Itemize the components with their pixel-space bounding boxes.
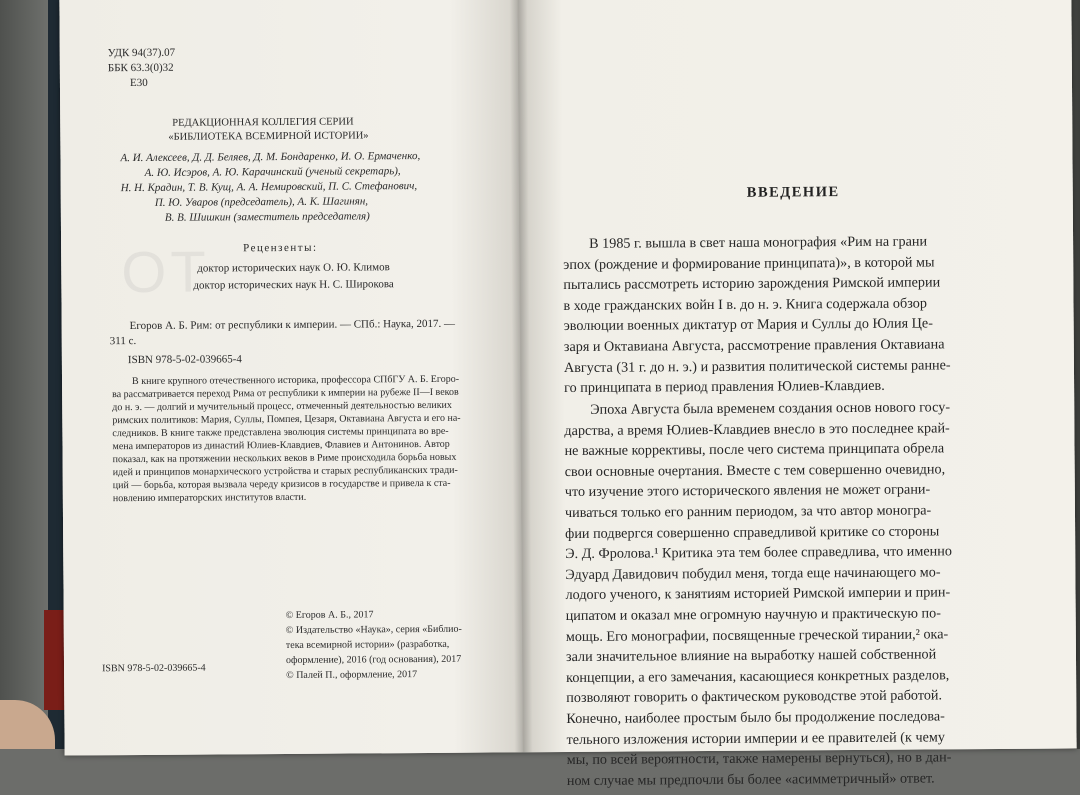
copyright-line: оформление), 2016 (год основания), 2017 — [285, 653, 462, 666]
text-line: Августа (31 г. до н. э.) и развития политической системы ранне- — [563, 356, 951, 376]
text-line: Конечно, наиболее простым было бы продолжение последова- — [566, 708, 945, 727]
text-line: го принципата в период правления Юлиев-Клавдиев. — [564, 377, 885, 397]
text-line: эпох (рождение и формирование принципата)», в которой мы — [563, 254, 935, 273]
author-mark: Е30 — [129, 76, 148, 90]
bibliographic-line: Егоров А. Б. Рим: от республики к империи. — СПб.: Наука, 2017. — — [129, 317, 456, 333]
text-line: мощь. Его монографии, посвященные греческой тирании,² ока- — [565, 625, 949, 645]
abstract-line: идей и принципов монархического устройства и старых республиканских тради- — [112, 464, 458, 479]
isbn-bottom: ISBN 978-5-02-039665-4 — [102, 662, 206, 675]
text-line: фии подвергся совершенно справедливой критике со стороны — [565, 522, 940, 542]
text-line: Эдуард Давидович побудил меня, тогда еще начинающего мо- — [565, 564, 941, 583]
text-line: свои основные очертания. Вместе с тем совершенно очевидно, — [564, 461, 946, 480]
show-through-ghost: ОТ — [121, 239, 211, 306]
abstract-line: новлению императорских институтов власти. — [112, 491, 307, 505]
abstract-line: следников. В книге также представлена эволюция системы принципата во вре- — [112, 425, 449, 440]
text-line: ном случае мы предпочли бы более «асимметричный» ответ. — [566, 770, 935, 789]
text-line: не важные коррективы, после чего система принципата обрела — [564, 440, 945, 460]
text-line: лодого ученого, к занятиям историей Римской империи и прин- — [565, 584, 951, 604]
page-count: 311 с. — [109, 335, 137, 348]
text-line: мы, по всей вероятности, также намерены вернуться), но в дан- — [566, 749, 952, 769]
copyright-line: © Издательство «Наука», серия «Библио- — [285, 623, 462, 636]
left-page — [59, 0, 522, 756]
abstract-line: римских политиков: Мария, Суллы, Помпея, Цезаря, Октавиана Августа и его на- — [112, 412, 461, 427]
text-line: пытались рассмотреть историю зарождения Римской империи — [563, 274, 941, 294]
text-line: ципатом и оказал мне огромную научную и практическую по- — [565, 605, 942, 624]
text-line: дарства, а время Юлиев-Клавдиев внесло в это последнее край- — [564, 419, 950, 439]
text-line: тельного изложения истории империи и ее правителей (к чему — [566, 728, 945, 748]
text-line: эволюции военных диктатур от Мария и Суллы до Юлия Це- — [563, 315, 933, 335]
text-line: чиваться только его ранним периодом, за что автор моногра- — [564, 502, 932, 521]
abstract-line: В книге крупного отечественного историка, профессора СПбГУ А. Б. Егоро- — [132, 373, 460, 388]
text-line: концепции, а его замечания, касающиеся конкретных разделов, — [566, 667, 950, 686]
copyright-line: © Палей П., оформление, 2017 — [286, 669, 418, 681]
text-line: Э. Д. Фролова.¹ Критика эта тем более справедлива, что именно — [565, 543, 952, 563]
abstract-line: мена императоров из династий Юлиев-Клавдиев, Флавиев и Антонинов. Автор — [112, 438, 450, 453]
text-line: позволяют говорить о фактическом руководстве этой работой. — [566, 687, 943, 707]
bbk-code: ББК 63.3(0)32 — [107, 61, 174, 75]
board-line: В. В. Шишкин (заместитель председателя) — [164, 210, 370, 224]
board-line: Н. Н. Крадин, Т. В. Кущ, А. А. Немировский, П. С. Стефанович, — [120, 180, 418, 195]
board-line: П. Ю. Уваров (председатель), А. К. Шагинян, — [154, 195, 369, 209]
open-book — [59, 0, 1076, 789]
bibliographic-entry — [130, 318, 455, 333]
text-line: в ходе гражданских войн I в. до н. э. Книга содержала обзор — [563, 295, 927, 314]
copyright-line: тека всемирной истории» (разработка, — [285, 638, 450, 651]
text-line: заря и Октавиана Августа, рассмотрение правления Октавиана — [563, 336, 945, 355]
text-line: зали значительное влияние на выработку нашей собственной — [565, 646, 937, 666]
reviewer: доктор исторических наук О. Ю. Климов — [197, 261, 390, 275]
board-line: А. Ю. Исэров, А. Ю. Карачинский (ученый секретарь), — [144, 165, 401, 179]
abstract-line: до н. э. — долгий и мучительный процесс, отмеченный деятельностью великих — [112, 399, 452, 414]
paragraph-1 — [563, 231, 996, 399]
reviewers-title: Рецензенты: — [243, 241, 318, 255]
abstract-line: ций — борьба, которая вызвала череду кризисов в государстве и привела к ста- — [112, 477, 451, 492]
series-title: «БИБЛИОТЕКА ВСЕМИРНОЙ ИСТОРИИ» — [168, 130, 369, 143]
isbn-top: ISBN 978-5-02-039665-4 — [127, 353, 242, 367]
text-line: Эпоха Августа была временем создания основ нового госу- — [590, 399, 951, 418]
abstract-line: ва рассматривается переход Рима от республики к империи на рубеже II—I веков — [112, 386, 459, 401]
paragraph-2 — [564, 397, 999, 791]
text-line: что изучение этого исторического явления не может ограни- — [564, 481, 931, 501]
text-line: В 1985 г. вышла в свет наша монография «Рим на грани — [589, 233, 928, 252]
reviewer: доктор исторических наук Н. С. Широкова — [193, 278, 394, 292]
copyright-line: © Егоров А. Б., 2017 — [285, 609, 374, 621]
chapter-heading: ВВЕДЕНИЕ — [746, 184, 840, 201]
right-page — [517, 0, 1076, 789]
board-line: А. И. Алексеев, Д. Д. Беляев, Д. М. Бондаренко, И. О. Ермаченко, — [120, 150, 421, 165]
udk-code: УДК 94(37).07 — [107, 46, 176, 60]
abstract-line: показал, как на протяжении нескольких веков в Риме происходила борьба новых — [112, 451, 457, 466]
board-title: РЕДАКЦИОННАЯ КОЛЛЕГИЯ СЕРИИ — [172, 116, 354, 129]
